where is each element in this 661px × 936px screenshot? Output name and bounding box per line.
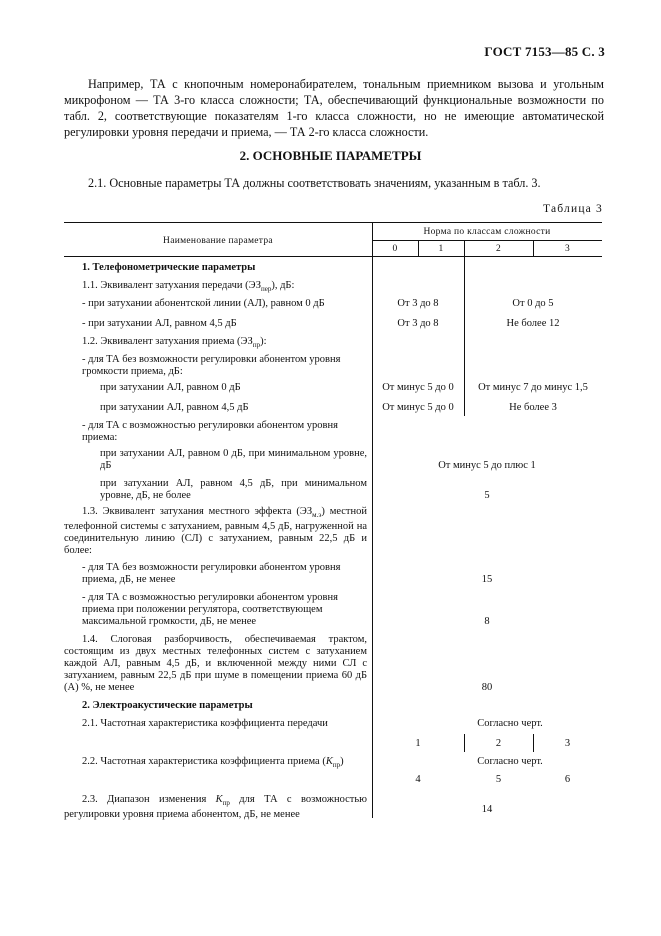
header-class-1: 1 [438,244,444,254]
section-title: 2. ОСНОВНЫЕ ПАРАМЕТРЫ [239,148,422,163]
table-top-rule [64,222,602,223]
paragraph-2-1: 2.1. Основные параметры ТА должны соответствовать значениям, указанным в табл. 3. [88,176,541,190]
row-1-2-b-1-value: От минус 5 до плюс 1 [438,460,536,471]
row-1-2-b-2-label: при затухании АЛ, равном 4,5 дБ, при минимальном уровне, дБ, не более [100,478,367,501]
table-divider-name [372,222,373,818]
row-1-2-a-1-label: при затухании АЛ, равном 0 дБ [100,382,241,393]
row-2-1-label: 2.1. Частотная характеристика коэффициента передачи [82,718,328,729]
row-2-2-label: 2.2. Частотная характеристика коэффициента приема $(K_{пр})$ [82,756,344,770]
row-1-3-b-label: - для ТА с возможностью регулировки абонентом уровня приема при положении регулятора, соответствующем максимальной громкости, дБ, не менее [82,592,338,627]
row-1-3-a-label: - для ТА без возможности регулировки абонентом уровня приема, дБ, не менее [82,562,341,585]
row-1-3-a-value: 15 [481,574,493,585]
row-1-2-a-2-class-2-3: Не более 3 [509,402,557,413]
row-1-1-a-class-2-3: От 0 до 5 [512,298,554,309]
row-2-2-value: Согласно черт. [477,756,543,767]
row-1-2-a-label: - для ТА без возможности регулировки абонентом уровня громкости приема, дБ: [82,354,341,377]
row-2-1-value: Согласно черт. [477,718,543,729]
row-1-3-b-value: 8 [484,616,490,627]
header-class-0: 0 [392,244,398,254]
row-1-1-b-class-0-1: От 3 до 8 [397,318,439,329]
row-1-1-a-class-0-1: От 3 до 8 [397,298,439,309]
row-1-2-a-1-class-2-3: От минус 7 до минус 1,5 [478,382,588,393]
row-2-1-drawing-3: 3 [564,738,571,749]
row-1-2-b-label: - для ТА с возможностью регулировки абонентом уровня приема: [82,420,338,443]
row-1-3-label: 1.3. Эквивалент затухания местного эффекта $(ЭЗ_{м.э})$ местной телефонной системы с затуханием, равным 4,5 дБ, нагруженной на соединительную линию (СЛ) с затуханием, равным 22,5 дБ и более: [64,506,367,557]
row-2-2-drawing-6: 6 [564,774,571,785]
row-1-2-label: 1.2. Эквивалент затухания приема $(ЭЗ_{пр})$: [82,336,267,350]
row-1-1-b-label: - при затухании АЛ, равном 4,5 дБ [82,318,237,329]
row-1-2-a-2-label: при затухании АЛ, равном 4,5 дБ [100,402,249,413]
row-1-2-b-2-value: 5 [484,490,490,501]
page-header: ГОСТ 7153—85 С. 3 [484,44,605,59]
table-header-subrule [372,240,602,241]
row-1-2-a-2-class-0-1: От минус 5 до 0 [382,402,454,413]
row-2-1-drawing-2: 2 [495,738,502,749]
row-2-2-drawing-5: 5 [495,774,502,785]
header-class-2: 2 [495,244,502,254]
table-caption: Таблица 3 [543,203,603,215]
row-2-3-label: 2.3. Диапазон изменения $K_{пр}$ для ТА с возможностью регулировки уровня приема абонентом, дБ, не менее [64,794,367,821]
table-section-2-title: 2. Электроакустические параметры [82,700,253,711]
row-1-2-a-1-class-0-1: От минус 5 до 0 [382,382,454,393]
table-header-bottom-rule [64,256,602,257]
header-class-3: 3 [564,244,571,254]
row-1-4-label: 1.4. Слоговая разборчивость, обеспечиваемая трактом, состоящим из двух местных телефонных систем с затуханием каждой АЛ, равным 4,5 дБ, и включенной между ними СЛ с затуханием, равным 22,5 дБ при шуме в помещении приема 60 дБ (А) %, не менее [64,634,367,693]
row-1-4-value: 80 [481,682,493,693]
row-2-3-value: 14 [481,804,493,815]
intro-paragraph: Например, ТА с кнопочным номеронабирателем, тональным приемником вызова и угольным микрофоном — ТА 3-го класса сложности; ТА, обеспечивающий функциональные возможности по табл. 2, соответствующие показателям 1-го класса сложности, но не имеющие автоматической регулировки уровня передачи и приема, — ТА 2-го класса сложности. [64,77,604,139]
header-norm-by-class: Норма по классам сложности [423,227,551,237]
row-2-1-drawing-1: 1 [415,738,421,749]
table-section-1-title: 1. Телефонометрические параметры [82,262,256,273]
row-1-1-label: 1.1. Эквивалент затухания передачи $(ЭЗ_{пер})$, дБ: [82,280,295,294]
row-1-1-a-label: - при затухании абонентской линии (АЛ), равном 0 дБ [82,298,325,309]
row-1-2-b-1-label: при затухании АЛ, равном 0 дБ, при минимальном уровне, дБ [100,448,367,471]
header-parameter-name: Наименование параметра [163,236,273,246]
row-1-1-b-class-2-3: Не более 12 [506,318,560,329]
row-2-2-drawing-4: 4 [415,774,421,785]
